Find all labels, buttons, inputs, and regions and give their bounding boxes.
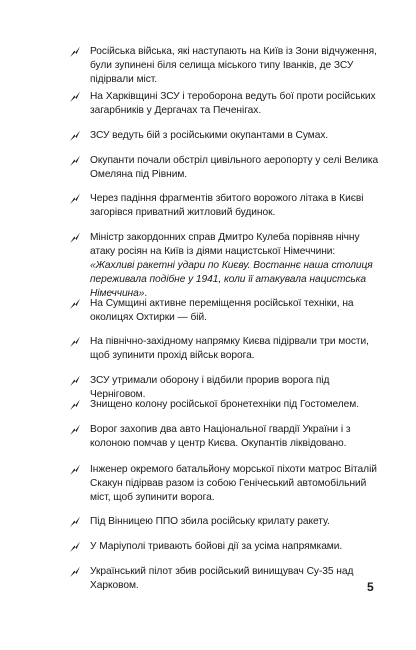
entry-text: Окупанти почали обстріл цивільного аеропорту у селі Велика Омеляна під Рівним. xyxy=(90,155,379,180)
entry-text: У Маріуполі тривають бойові дії за усіма напрямками. xyxy=(90,541,343,552)
lightning-bolt-icon xyxy=(68,565,82,579)
news-entry xyxy=(90,398,380,412)
page-number: 5 xyxy=(367,580,374,594)
entry-text: Російська війська, які наступають на Київ із Зони відчуження, були зупинені біля селища міського типу Іванків, де ЗСУ підірвали міст. xyxy=(90,46,377,85)
news-entry xyxy=(90,335,380,363)
lightning-bolt-icon xyxy=(68,423,82,437)
entry-text xyxy=(90,231,380,301)
lightning-bolt-icon xyxy=(68,129,82,143)
entry-text: На Харківщині ЗСУ і тероборона ведуть бої проти російських загарбників у Дергачах та Печенігах. xyxy=(90,91,376,116)
lightning-bolt-icon xyxy=(68,463,82,477)
lightning-bolt-icon xyxy=(68,231,82,245)
lightning-bolt-icon xyxy=(68,192,82,206)
news-entry xyxy=(90,90,380,118)
lightning-bolt-icon xyxy=(68,90,82,104)
lightning-bolt-icon xyxy=(68,335,82,349)
entry-text: Через падіння фрагментів збитого ворожого літака в Києві загорівся приватний житловий будинок. xyxy=(90,193,364,218)
lightning-bolt-icon xyxy=(68,154,82,168)
news-entry xyxy=(90,463,380,505)
entry-text: На північно-західному напрямку Києва підірвали три мости, щоб зупинити прохід військ ворога. xyxy=(90,336,369,361)
news-entry xyxy=(90,515,380,529)
entry-text: ЗСУ утримали оборону і відбили прорив ворога під Черніговом. xyxy=(90,375,330,400)
entry-text: На Сумщині активне переміщення російської техніки, на околицях Охтирки — бій. xyxy=(90,298,354,323)
entry-lead: Міністр закордонних справ Дмитро Кулеба порівняв нічну атаку росіян на Київ із діями нацистської Німеччини: xyxy=(90,232,360,257)
lightning-bolt-icon xyxy=(68,540,82,554)
lightning-bolt-icon xyxy=(68,297,82,311)
entry-text: Інженер окремого батальйону морської піхоти матрос Віталій Скакун підірвав разом із собою Генічеський автомобільний міст, щоб зупинити ворога. xyxy=(90,464,377,503)
news-entry xyxy=(90,540,380,554)
entry-text: Ворог захопив два авто Національної гвардії України і з колоною помчав у центр Києва. Окупантів ліквідовано. xyxy=(90,424,351,449)
lightning-bolt-icon xyxy=(68,398,82,412)
news-entry xyxy=(90,565,380,593)
entry-text: Знищено колону російської бронетехніки під Гостомелем. xyxy=(90,399,360,410)
entry-text: ЗСУ ведуть бій з російськими окупантами в Сумах. xyxy=(90,130,329,141)
lightning-bolt-icon xyxy=(68,374,82,388)
news-entry xyxy=(90,231,380,301)
news-entry xyxy=(90,154,380,182)
news-entry xyxy=(90,297,380,325)
entry-text: Під Вінницею ППО збила російську крилату ракету. xyxy=(90,516,330,527)
entry-text: Український пілот збив російський винищувач Су-35 над Харковом. xyxy=(90,566,354,591)
news-entry xyxy=(90,129,380,143)
news-entry xyxy=(90,192,380,220)
lightning-bolt-icon xyxy=(68,515,82,529)
entry-quote: «Жахливі ракетні удари по Києву. Востаннє наша столиця переживала подібне у 1941, коли її атакувала нацистська Німеччина» xyxy=(90,260,373,299)
news-entry xyxy=(90,423,380,451)
lightning-bolt-icon xyxy=(68,45,82,59)
entry-tail: . xyxy=(144,288,148,299)
news-entry xyxy=(90,45,380,87)
